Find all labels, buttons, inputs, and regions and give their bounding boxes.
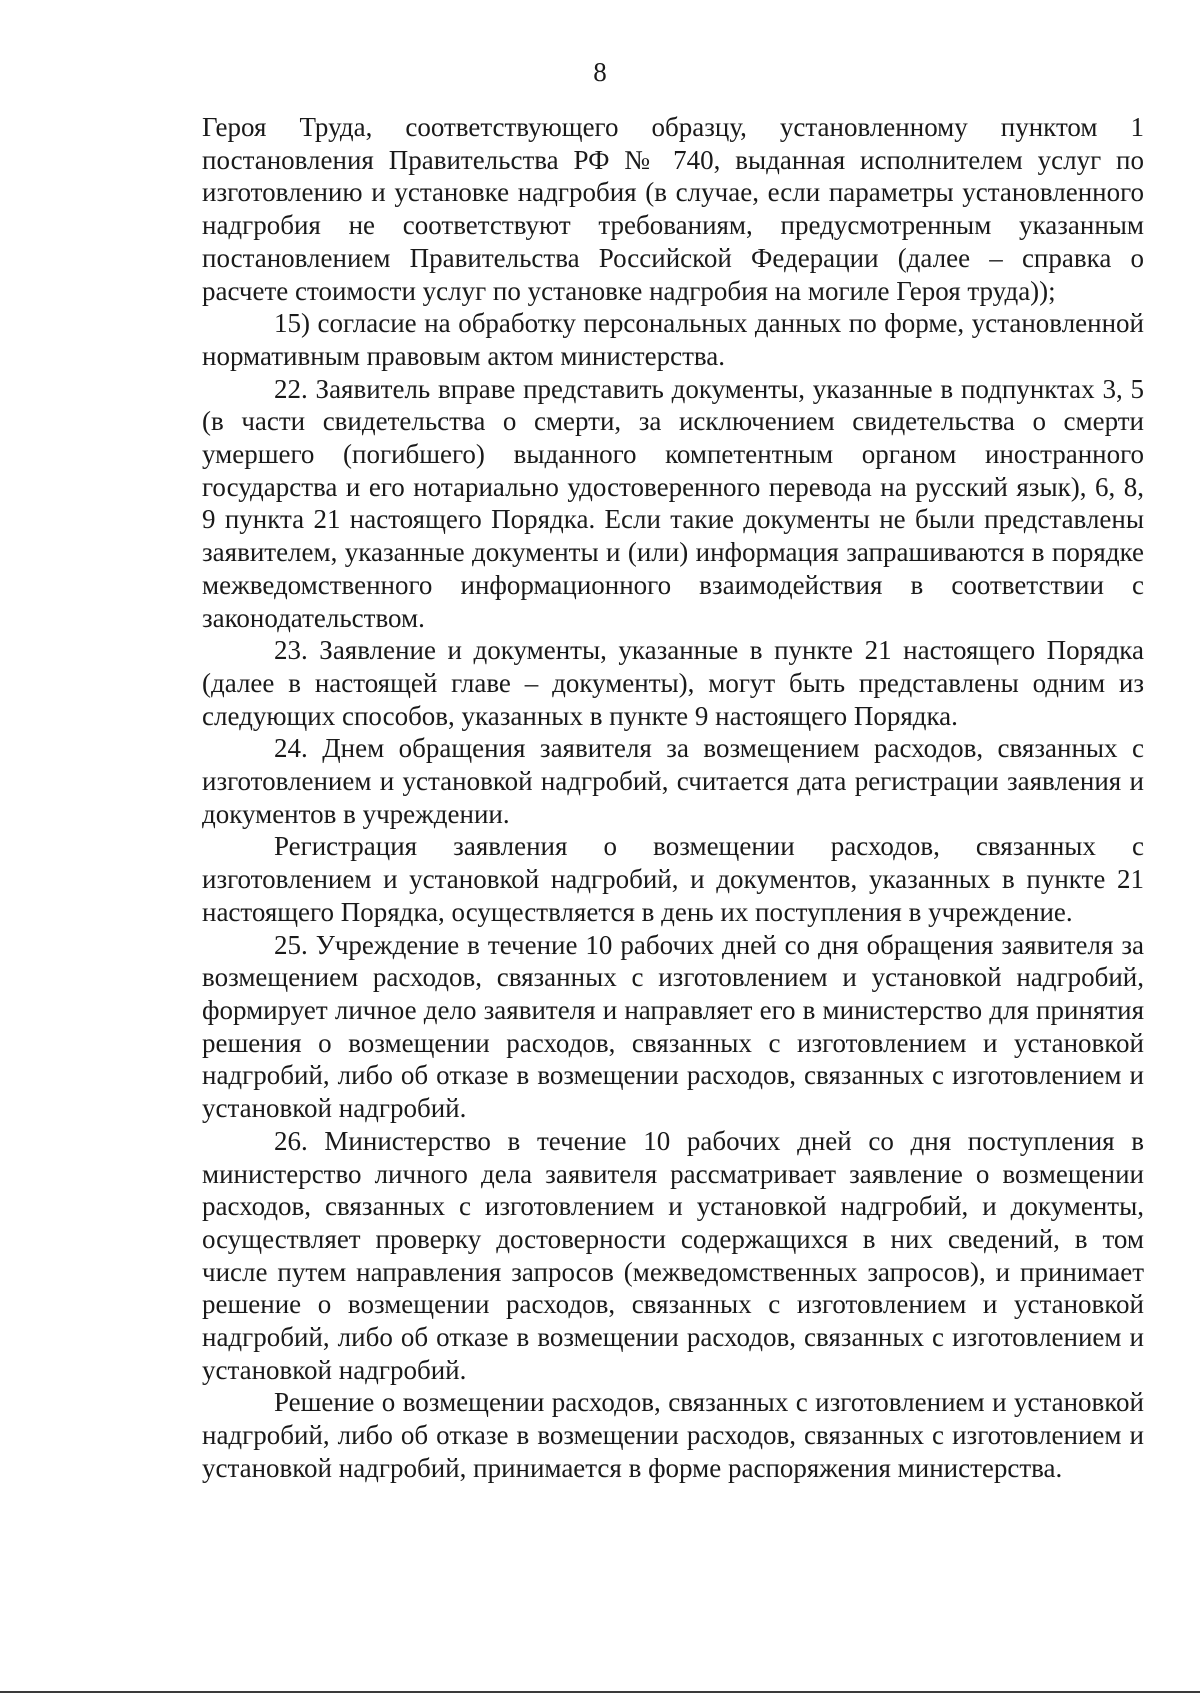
page-number: 8: [593, 57, 607, 87]
paragraph-clause-22: 22. Заявитель вправе представить документы, указанные в подпунктах 3, 5 (в части свидетельства о смерти, за исключением свидетельства о смерти умершего (погибшего) выданного компетентным органом иностранного государства и его нотариально удостоверенного перевода на русский язык), 6, 8, 9 пункта 21 настоящего Порядка. Если такие документы не были представлены заявителем, указанные документы и (или) информация запрашиваются в порядке межведомственного информационного взаимодействия в соответствии с законодательством.: [202, 373, 1144, 633]
document-body: [202, 111, 1144, 1485]
paragraph-clause-23: 23. Заявление и документы, указанные в пункте 21 настоящего Порядка (далее в настоящей главе – документы), могут быть представлены одним из следующих способов, указанных в пункте 9 настоящего Порядка.: [202, 635, 1144, 731]
paragraph-item-15: 15) согласие на обработку персональных данных по форме, установленной нормативным правовым актом министерства.: [202, 308, 1144, 371]
bottom-border-line: [0, 1691, 1200, 1693]
paragraph-clause-26: 26. Министерство в течение 10 рабочих дней со дня поступления в министерство личного дела заявителя рассматривает заявление о возмещении расходов, связанных с изготовлением и установкой надгробий, и документы, осуществляет проверку достоверности содержащихся в них сведений, в том числе путем направления запросов (межведомственных запросов), и принимает решение о возмещении расходов, связанных с изготовлением и установкой надгробий, либо об отказе в возмещении расходов, связанных с изготовлением и установкой надгробий.: [202, 1125, 1144, 1385]
paragraph-clause-24: 24. Днем обращения заявителя за возмещением расходов, связанных с изготовлением и установкой надгробий, считается дата регистрации заявления и документов в учреждении.: [202, 733, 1144, 829]
paragraph-registration: Регистрация заявления о возмещении расходов, связанных с изготовлением и установкой надгробий, и документов, указанных в пункте 21 настоящего Порядка, осуществляется в день их поступления в учреждение.: [202, 831, 1144, 927]
paragraph-continuation: Героя Труда, соответствующего образцу, установленному пунктом 1 постановления Правительства РФ № 740, выданная исполнителем услуг по изготовлению и установке надгробия (в случае, если параметры установленного надгробия не соответствуют требованиям, предусмотренным указанным постановлением Правительства Российской Федерации (далее – справка о расчете стоимости услуг по установке надгробия на могиле Героя труда));: [202, 112, 1144, 306]
paragraph-clause-25: 25. Учреждение в течение 10 рабочих дней со дня обращения заявителя за возмещением расходов, связанных с изготовлением и установкой надгробий, формирует личное дело заявителя и направляет его в министерство для принятия решения о возмещении расходов, связанных с изготовлением и установкой надгробий, либо об отказе в возмещении расходов, связанных с изготовлением и установкой надгробий.: [202, 929, 1144, 1124]
paragraph-decision: Решение о возмещении расходов, связанных с изготовлением и установкой надгробий, либо об отказе в возмещении расходов, связанных с изготовлением и установкой надгробий, принимается в форме распоряжения министерства.: [202, 1387, 1144, 1483]
